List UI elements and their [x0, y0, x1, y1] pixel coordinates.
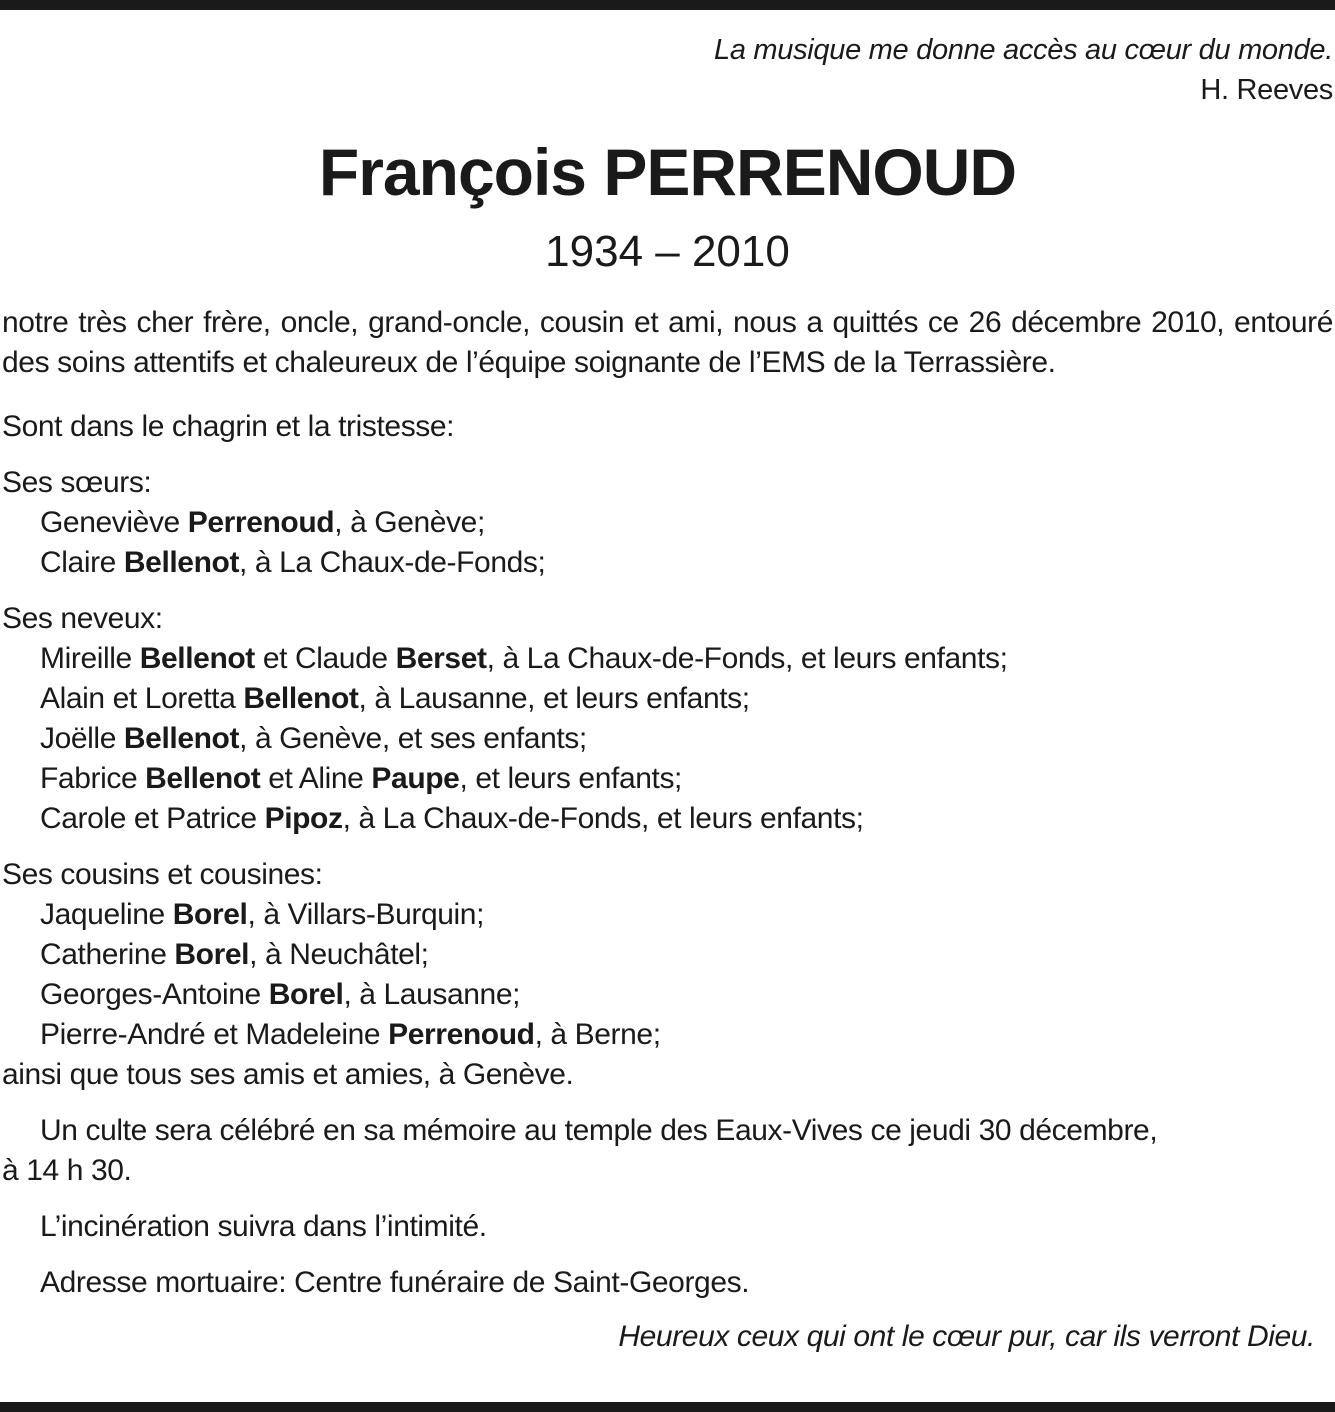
relative-text: Georges-Antoine	[40, 978, 269, 1011]
cremation-notice: L’incinération suivra dans l’intimité.	[40, 1210, 487, 1243]
relative-surname: Paupe	[371, 762, 460, 795]
cousins-list	[2, 895, 1333, 1055]
obituary-notice	[2, 30, 1333, 1357]
mortuary-address: Adresse mortuaire: Centre funéraire de Saint-Georges.	[40, 1266, 750, 1299]
relative-text: Catherine	[40, 938, 175, 971]
relative-entry	[40, 759, 1333, 799]
deceased-name: François PERRENOUD	[318, 135, 1017, 209]
relative-entry	[40, 799, 1333, 839]
relative-entry	[40, 895, 1333, 935]
relative-entry	[40, 639, 1333, 679]
relative-text: , à Lausanne, et leurs enfants;	[358, 682, 750, 715]
relative-text: Mireille	[40, 642, 140, 675]
relative-text: Alain et Loretta	[40, 682, 244, 715]
relative-entry	[40, 935, 1333, 975]
relative-text: , à Villars-Burquin;	[247, 898, 485, 931]
cousins-section	[2, 855, 1333, 1095]
relative-surname: Bellenot	[123, 722, 240, 755]
cousins-label: Ses cousins et cousines:	[2, 858, 323, 891]
relative-surname: Bellenot	[139, 642, 255, 675]
relative-surname: Perrenoud	[187, 506, 335, 539]
relative-text: Jaqueline	[40, 898, 173, 931]
relative-text: , à La Chaux-de-Fonds, et leurs enfants;	[486, 642, 1008, 675]
relative-text: , à Genève, et ses enfants;	[239, 722, 587, 755]
relative-text: Pierre-André et Madeleine	[40, 1018, 389, 1051]
service-line-2: à 14 h 30.	[2, 1154, 132, 1187]
service-line-1: Un culte sera célébré en sa mémoire au temple des Eaux-Vives ce jeudi 30 décembre,	[40, 1114, 1158, 1147]
epigraph-author: H. Reeves	[1200, 74, 1333, 106]
epigraph-text: La musique me donne accès au cœur du monde.	[713, 34, 1333, 66]
relative-entry	[40, 503, 1333, 543]
relative-text: et Aline	[260, 762, 372, 795]
relative-text: Joëlle	[40, 722, 124, 755]
relative-surname: Bellenot	[145, 762, 261, 795]
relative-text: , et leurs enfants;	[459, 762, 682, 795]
relative-surname: Bellenot	[123, 546, 240, 579]
relative-surname: Berset	[395, 642, 487, 675]
epigraph	[2, 30, 1333, 110]
relative-text: , à La Chaux-de-Fonds, et leurs enfants;	[342, 802, 864, 835]
nephews-list	[2, 639, 1333, 839]
relative-entry	[40, 679, 1333, 719]
sisters-label: Ses sœurs:	[2, 466, 152, 499]
relative-entry	[40, 975, 1333, 1015]
relative-entry	[40, 719, 1333, 759]
relative-text: , à Genève;	[334, 506, 485, 539]
closing-quote: Heureux ceux qui ont le cœur pur, car ils verront Dieu.	[618, 1320, 1315, 1353]
relative-text: Claire	[40, 546, 124, 579]
top-border-rule	[0, 0, 1335, 10]
relative-text: , à Berne;	[534, 1018, 661, 1051]
sisters-list	[2, 503, 1333, 583]
bottom-border-rule	[0, 1402, 1335, 1412]
intro-paragraph: notre très cher frère, oncle, grand-oncle, cousin et ami, nous a quittés ce 26 décembre 2010, entouré des soins attentifs et chaleureux de l’équipe soignante de l’EMS de la Terrassière.	[2, 306, 1333, 379]
relative-surname: Borel	[172, 898, 248, 931]
relative-text: , à Lausanne;	[343, 978, 521, 1011]
grief-line: Sont dans le chagrin et la tristesse:	[2, 410, 455, 443]
relative-entry	[40, 1015, 1333, 1055]
relative-surname: Perrenoud	[388, 1018, 535, 1051]
relative-surname: Pipoz	[264, 802, 343, 835]
relative-text: et Claude	[254, 642, 396, 675]
relative-text: Carole et Patrice	[40, 802, 265, 835]
friends-line: ainsi que tous ses amis et amies, à Genève.	[2, 1058, 574, 1091]
relative-entry	[40, 543, 1333, 583]
nephews-label: Ses neveux:	[2, 602, 163, 635]
relative-text: , à La Chaux-de-Fonds;	[239, 546, 546, 579]
relative-text: , à Neuchâtel;	[249, 938, 429, 971]
life-years: 1934 – 2010	[545, 227, 790, 276]
sisters-section	[2, 463, 1333, 583]
relative-surname: Borel	[174, 938, 250, 971]
nephews-section	[2, 599, 1333, 839]
relative-surname: Borel	[268, 978, 344, 1011]
service-announcement	[2, 1111, 1333, 1191]
relative-surname: Bellenot	[243, 682, 359, 715]
relative-text: Geneviève	[40, 506, 188, 539]
relative-text: Fabrice	[40, 762, 146, 795]
